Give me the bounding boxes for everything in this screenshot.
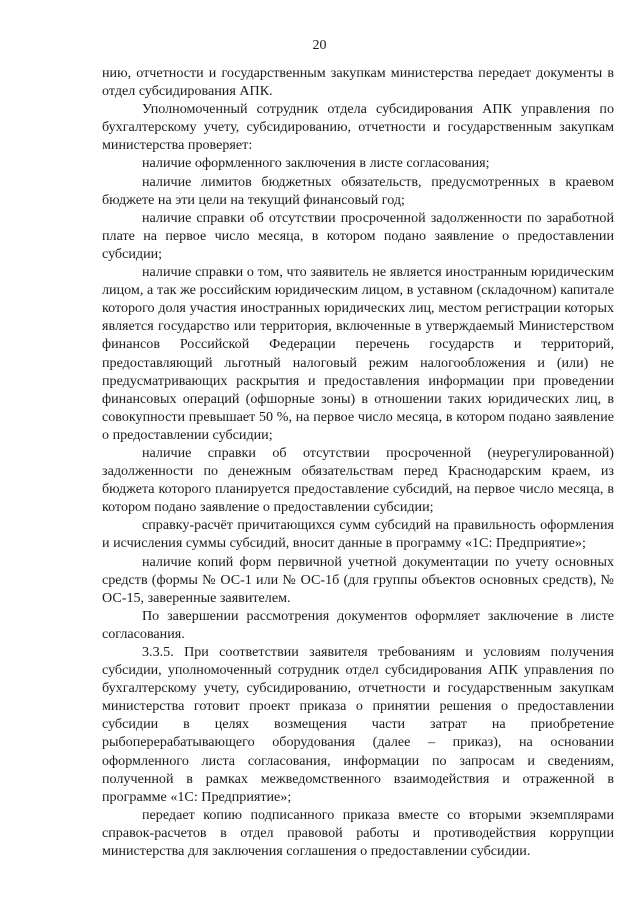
paragraph-calculation-certificate: справку-расчёт причитающихся сумм субсидий на правильность оформления и исчисления суммы субсидий, вносит данные в программу «1С: Предприятие»; <box>102 517 614 552</box>
paragraph-check-regional-debt: наличие справки об отсутствии просроченной (неурегулированной) задолженности по денежным обязательствам перед Краснодарским краем, из бюджета которого планируется предоставление субсидий, на первое число месяца, в котором подано заявление о предоставлении субсидии; <box>102 444 614 516</box>
paragraph-check-foreign-entity: наличие справки о том, что заявитель не является иностранным юридическим лицом, а так же российским юридическим лицом, в уставном (складочном) капитале которого доля участия иностранных юридических лиц, местом регистрации которых является государство или территория, включенные в утверждаемый Министерством финансов Российской Федерации перечень государств и территорий, предоставляющий льготный налоговый режим налогообложения и (или) не предусматривающих раскрытия и предоставления информации при проведении финансовых операций (офшорные зоны) в отношении таких юридических лиц, в совокупности превышает 50 %, на первое число месяца, в котором подано заявление о предоставлении субсидии; <box>102 264 614 443</box>
paragraph-check-budget-limits: наличие лимитов бюджетных обязательств, предусмотренных в краевом бюджете на эти цели на текущий финансовый год; <box>102 173 614 208</box>
paragraph-section-3-3-5: 3.3.5. При соответствии заявителя требованиям и условиям получения субсидии, уполномоченный сотрудник отдел субсидирования АПК управления по бухгалтерскому учету, субсидированию, отчетности и государственным закупкам министерства готовит проект приказа о принятии решения о предоставлении субсидии в целях возмещения части затрат на приобретение рыбоперерабатывающего оборудования (далее – приказ), на основании оформленного листа согласования, информации по запросам и сведениям, полученной в рамках межведомственного взаимодействия и отраженной в программе «1С: Предприятие»; <box>102 644 614 805</box>
paragraph-review-completion: По завершении рассмотрения документов оформляет заключение в листе согласования. <box>102 607 614 642</box>
paragraph-fixed-assets-forms: наличие копий форм первичной учетной документации по учету основных средств (формы № ОС-1 или № ОС-1б (для группы объектов основных средств), № ОС-15, заверенные заявителем. <box>102 553 614 606</box>
page-number: 20 <box>312 38 327 53</box>
paragraph-order-transfer: передает копию подписанного приказа вместе со вторыми экземплярами справок-расчетов в отдел правовой работы и противодействия коррупции министерства для заключения соглашения о предоставлении субсидии. <box>102 806 614 860</box>
paragraph-check-wage-arrears: наличие справки об отсутствии просроченной задолженности по заработной плате на первое число месяца, в котором подано заявление о предоставлении субсидии; <box>102 209 614 262</box>
paragraph-checks-intro: Уполномоченный сотрудник отдела субсидирования АПК управления по бухгалтерскому учету, субсидированию, отчетности и государственным закупкам министерства проверяет: <box>102 101 614 154</box>
paragraph-continuation: нию, отчетности и государственным закупкам министерства передает документы в отдел субсидирования АПК. <box>102 65 614 100</box>
document-body <box>102 64 614 860</box>
paragraph-check-conclusion: наличие оформленного заключения в листе согласования; <box>142 155 490 172</box>
